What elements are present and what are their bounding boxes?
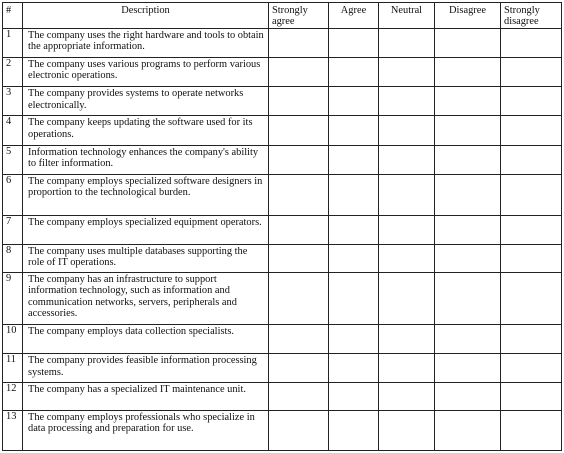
row-number: 5 xyxy=(3,145,23,174)
rating-cell-strongly-agree[interactable] xyxy=(269,410,329,450)
rating-cell-strongly-disagree[interactable] xyxy=(501,354,562,382)
rating-cell-strongly-agree[interactable] xyxy=(269,354,329,382)
rating-cell-disagree[interactable] xyxy=(435,145,501,174)
rating-cell-neutral[interactable] xyxy=(379,382,435,410)
row-description: The company employs specialized software designers in proportion to the technological burden. xyxy=(23,174,269,215)
table-row xyxy=(3,116,562,145)
row-description: The company provides feasible information processing systems. xyxy=(23,354,269,382)
rating-cell-neutral[interactable] xyxy=(379,58,435,87)
rating-cell-strongly-agree[interactable] xyxy=(269,215,329,244)
rating-cell-strongly-agree[interactable] xyxy=(269,145,329,174)
header-agree: Agree xyxy=(329,3,379,29)
rating-cell-neutral[interactable] xyxy=(379,325,435,354)
rating-cell-agree[interactable] xyxy=(329,273,379,325)
header-num: # xyxy=(3,3,23,29)
rating-cell-strongly-disagree[interactable] xyxy=(501,29,562,58)
rating-cell-neutral[interactable] xyxy=(379,215,435,244)
rating-cell-disagree[interactable] xyxy=(435,215,501,244)
table-row xyxy=(3,410,562,450)
rating-cell-strongly-agree[interactable] xyxy=(269,325,329,354)
row-number: 4 xyxy=(3,116,23,145)
row-number: 8 xyxy=(3,244,23,272)
row-description: The company employs professionals who specialize in data processing and preparation for use. xyxy=(23,410,269,450)
rating-cell-disagree[interactable] xyxy=(435,116,501,145)
row-description: The company employs specialized equipment operators. xyxy=(23,215,269,244)
row-number: 12 xyxy=(3,382,23,410)
table-row xyxy=(3,244,562,272)
row-number: 6 xyxy=(3,174,23,215)
table-row xyxy=(3,273,562,325)
header-description: Description xyxy=(23,3,269,29)
row-number: 3 xyxy=(3,87,23,116)
row-description: The company uses multiple databases supporting the role of IT operations. xyxy=(23,244,269,272)
rating-cell-neutral[interactable] xyxy=(379,29,435,58)
table-row xyxy=(3,145,562,174)
row-number: 1 xyxy=(3,29,23,58)
rating-cell-strongly-disagree[interactable] xyxy=(501,382,562,410)
rating-cell-neutral[interactable] xyxy=(379,145,435,174)
table-row xyxy=(3,29,562,58)
rating-cell-strongly-disagree[interactable] xyxy=(501,174,562,215)
rating-cell-strongly-disagree[interactable] xyxy=(501,87,562,116)
header-disagree: Disagree xyxy=(435,3,501,29)
row-description: The company provides systems to operate networks electronically. xyxy=(23,87,269,116)
row-description: Information technology enhances the company's ability to filter information. xyxy=(23,145,269,174)
rating-cell-disagree[interactable] xyxy=(435,174,501,215)
row-number: 9 xyxy=(3,273,23,325)
table-row xyxy=(3,325,562,354)
rating-cell-strongly-disagree[interactable] xyxy=(501,325,562,354)
rating-cell-strongly-disagree[interactable] xyxy=(501,244,562,272)
rating-cell-agree[interactable] xyxy=(329,116,379,145)
rating-cell-neutral[interactable] xyxy=(379,87,435,116)
rating-cell-disagree[interactable] xyxy=(435,354,501,382)
row-description: The company keeps updating the software used for its operations. xyxy=(23,116,269,145)
rating-cell-strongly-agree[interactable] xyxy=(269,87,329,116)
rating-cell-neutral[interactable] xyxy=(379,354,435,382)
rating-cell-disagree[interactable] xyxy=(435,325,501,354)
rating-cell-disagree[interactable] xyxy=(435,87,501,116)
rating-cell-strongly-agree[interactable] xyxy=(269,273,329,325)
table-row xyxy=(3,354,562,382)
rating-cell-agree[interactable] xyxy=(329,382,379,410)
survey-table xyxy=(2,2,562,451)
table-body xyxy=(3,29,562,451)
rating-cell-agree[interactable] xyxy=(329,87,379,116)
table-row xyxy=(3,382,562,410)
rating-cell-agree[interactable] xyxy=(329,244,379,272)
table-row xyxy=(3,58,562,87)
rating-cell-agree[interactable] xyxy=(329,58,379,87)
table-row xyxy=(3,174,562,215)
row-description: The company uses various programs to perform various electronic operations. xyxy=(23,58,269,87)
rating-cell-strongly-agree[interactable] xyxy=(269,58,329,87)
rating-cell-agree[interactable] xyxy=(329,354,379,382)
rating-cell-agree[interactable] xyxy=(329,174,379,215)
rating-cell-strongly-agree[interactable] xyxy=(269,244,329,272)
row-number: 10 xyxy=(3,325,23,354)
row-description: The company employs data collection specialists. xyxy=(23,325,269,354)
row-number: 13 xyxy=(3,410,23,450)
rating-cell-agree[interactable] xyxy=(329,145,379,174)
rating-cell-disagree[interactable] xyxy=(435,244,501,272)
rating-cell-strongly-agree[interactable] xyxy=(269,29,329,58)
rating-cell-disagree[interactable] xyxy=(435,273,501,325)
row-description: The company has an infrastructure to support information technology, such as information and communication networks, servers, peripherals and accessories. xyxy=(23,273,269,325)
rating-cell-neutral[interactable] xyxy=(379,116,435,145)
rating-cell-neutral[interactable] xyxy=(379,244,435,272)
row-number: 11 xyxy=(3,354,23,382)
rating-cell-strongly-disagree[interactable] xyxy=(501,116,562,145)
row-description: The company uses the right hardware and tools to obtain the appropriate information. xyxy=(23,29,269,58)
rating-cell-agree[interactable] xyxy=(329,325,379,354)
rating-cell-agree[interactable] xyxy=(329,29,379,58)
rating-cell-neutral[interactable] xyxy=(379,410,435,450)
rating-cell-neutral[interactable] xyxy=(379,273,435,325)
rating-cell-strongly-agree[interactable] xyxy=(269,174,329,215)
rating-cell-agree[interactable] xyxy=(329,410,379,450)
table-row xyxy=(3,215,562,244)
header-row xyxy=(3,3,562,29)
row-number: 7 xyxy=(3,215,23,244)
rating-cell-strongly-disagree[interactable] xyxy=(501,273,562,325)
rating-cell-disagree[interactable] xyxy=(435,410,501,450)
rating-cell-strongly-disagree[interactable] xyxy=(501,145,562,174)
table-row xyxy=(3,87,562,116)
row-number: 2 xyxy=(3,58,23,87)
rating-cell-agree[interactable] xyxy=(329,215,379,244)
rating-cell-disagree[interactable] xyxy=(435,382,501,410)
rating-cell-strongly-disagree[interactable] xyxy=(501,58,562,87)
header-neutral: Neutral xyxy=(379,3,435,29)
header-strongly-agree: Strongly agree xyxy=(269,3,329,29)
row-description: The company has a specialized IT maintenance unit. xyxy=(23,382,269,410)
rating-cell-strongly-disagree[interactable] xyxy=(501,410,562,450)
header-strongly-disagree: Strongly disagree xyxy=(501,3,562,29)
rating-cell-neutral[interactable] xyxy=(379,174,435,215)
rating-cell-strongly-agree[interactable] xyxy=(269,382,329,410)
rating-cell-strongly-disagree[interactable] xyxy=(501,215,562,244)
rating-cell-disagree[interactable] xyxy=(435,29,501,58)
rating-cell-disagree[interactable] xyxy=(435,58,501,87)
rating-cell-strongly-agree[interactable] xyxy=(269,116,329,145)
